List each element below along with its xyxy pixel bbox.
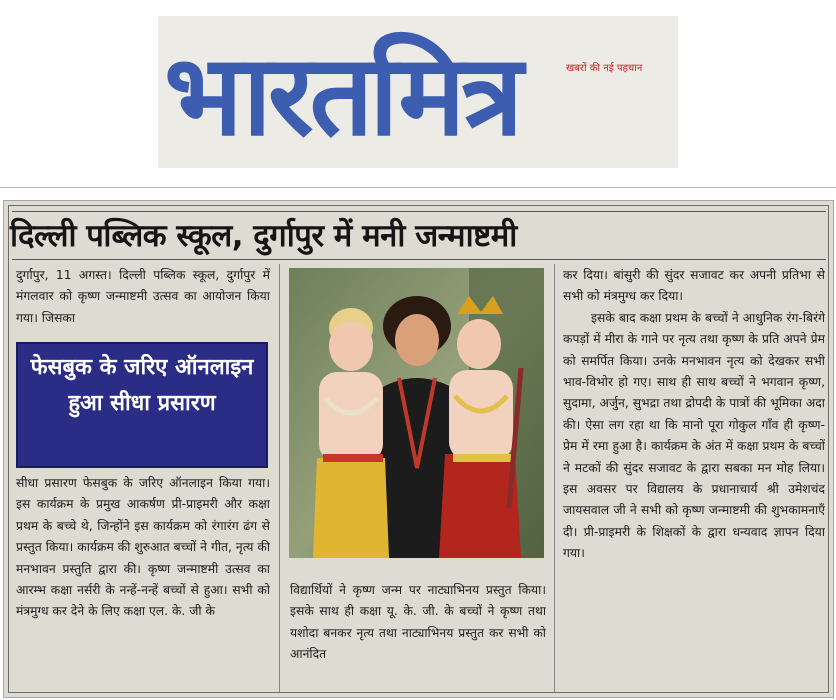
- callout-text: फेसबुक के जरिए ऑनलाइन हुआ सीधा प्रसारण: [30, 355, 254, 416]
- article-paragraph: सीधा प्रसारण फेसबुक के जरिए ऑनलाइन किया गया। इस कार्यक्रम के प्रमुख आकर्षण प्री-प्राइमरी और कक्षा प्रथम के बच्चे थे, जिन्होंने इस कार्यक्रम को रंगारंग ढंग से प्रस्तुत किया। कार्यक्रम की शुरुआत बच्चों ने गीत, नृत्य की मनभावन प्रस्तुति द्वारा की। कृष्ण जन्माष्टमी उत्सव का आरम्भ कक्षा नर्सरी के नन्हें-नन्हें बच्चों से हुआ। सभी को मंत्रमुग्ध कर देने के लिए कक्षा एल. के. जी के: [16, 476, 270, 619]
- masthead: [158, 16, 678, 168]
- column-divider: [554, 264, 555, 692]
- newspaper-logo: भारतमित्र: [164, 31, 520, 161]
- article-column-1-bottom: [16, 473, 270, 691]
- article-paragraph: इसके बाद कक्षा प्रथम के बच्चों ने आधुनिक रंग-बिरंगे कपड़ों में मीरा के गाने पर नृत्य तथा कृष्ण के प्रति अपने प्रेम को समर्पित किया। उनके मनभावन नृत्य को देखकर सभी भाव-विभोर हो गए। साथ ही साथ बच्चों ने भगवान कृष्ण, सुदामा, अर्जुन, सुभद्रा तथा द्रोपदी के पात्रों की भूमिका अदा की। ऐसा लग रहा था कि मानो पूरा गोकुल गाँव ही कृष्ण-प्रेम में रमा हुआ है। कार्यक्रम के अंत में कक्षा प्रथम के बच्चों ने मटकों की सुंदर सजावट के द्वारा सबका मन मोह लिया। इस अवसर पर विद्यालय के प्रधानाचार्य श्री उमेशचंद जायसवाल जी ने सभी को कृष्ण जन्माष्टमी की शुभकामनाएँ दी। प्री-प्राइमरी के शिक्षकों के द्वारा धन्यवाद ज्ञापन दिया गया।: [563, 310, 825, 561]
- page-divider: [0, 187, 836, 188]
- article-photo: [289, 268, 544, 558]
- article-column-2-bottom: [290, 580, 546, 690]
- headline-top-rule: [12, 211, 826, 212]
- article-column-3: [563, 265, 825, 691]
- article-headline: दिल्ली पब्लिक स्कूल, दुर्गापुर में मनी जन्माष्टमी: [10, 218, 517, 254]
- photo-children-in-krishna-costume-icon: [289, 268, 544, 558]
- headline-bottom-rule: [12, 259, 826, 260]
- article-paragraph: दुर्गापुर, 11 अगस्त। दिल्ली पब्लिक स्कूल, दुर्गापुर में मंगलवार को कृष्ण जन्माष्टमी उत्सव का आयोजन किया गया। जिसका: [16, 268, 270, 325]
- newspaper-tagline: खबरों की नई पहचान: [566, 63, 643, 74]
- article-paragraph: विद्यार्थियों ने कृष्ण जन्म पर नाट्याभिनय प्रस्तुत किया। इसके साथ ही कक्षा यू. के. जी. के बच्चों ने कृष्ण तथा यशोदा बनकर नृत्य तथा नाट्याभिनय प्रस्तुत कर सभी को आनंदित: [290, 583, 546, 662]
- article-paragraph: कर दिया। बांसुरी की सुंदर सजावट कर अपनी प्रतिभा से सभी को मंत्रमुग्ध कर दिया।: [563, 268, 825, 304]
- article-column-1-top: [16, 265, 270, 335]
- callout-box: [16, 342, 268, 468]
- column-divider: [279, 264, 280, 692]
